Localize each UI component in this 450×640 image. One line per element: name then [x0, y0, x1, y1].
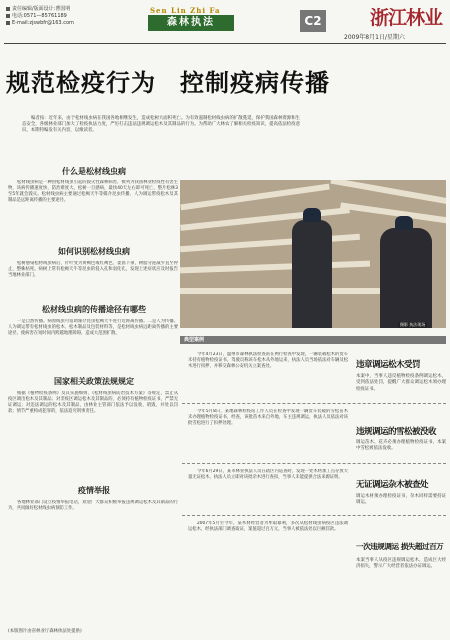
case-body: 今年5月8日，某地森林检疫站工作人员在检查中发现一辆货车装载的雪松苗木未办理植物检疫证书，经查，该批苗木来自外地，车主违规调运，执法人员依法对该批雪松进行了扣押处理。 [188, 409, 348, 427]
case-title: 违规调运的雪松被没收 [356, 427, 437, 437]
case-note: 本案中，当事人违反植物检疫条例调运松木，受到依法处罚，提醒广大群众调运松木须办理检疫证书。 [356, 374, 446, 392]
page-header [0, 0, 450, 44]
case-divider [182, 463, 446, 464]
case-body: 今年6月29日，某市林业执法人员在辖区内巡查时，发现一处木材加工点存放大量无证松木，执法人员立即对该批杂木进行查扣，当事人未能提供合法来源证明。 [188, 469, 348, 481]
case-body: 今年4月23日，温州市森林执法检查站在例行检查中发现，一辆装载松木的货车未持有植物检疫证书，驾驶员称该车松木从外地运来，执法人员当场依法对车辆及松木进行扣押，并移交森林公安机关立案查处。 [188, 352, 348, 370]
section-body: 松材线虫病是一种由松材线虫引起的毁灭性森林病害，被列为我国林业检疫性有害生物，该病传播速度快、防治难度大，松树一旦感病，最快40天左右即可死亡，整片松林3至5年就会毁灭。松材线虫病主要通过松褐天牛等媒介昆虫传播，人为调运带疫松木及其制品是远距离传播的主要途径。 [8, 180, 178, 204]
headline-part1: 规范检疫行为 [6, 69, 156, 97]
inspection-photo [180, 180, 446, 328]
case-note: 调运木材须办理检疫证书，杂木同样需要持证调运。 [356, 494, 446, 506]
photo-credit: 摄影 执法现场 [400, 322, 426, 327]
case-note: 调运苗木、花卉必须办理植物检疫证书，本案中雪松被依法没收。 [356, 440, 446, 452]
case-divider [182, 515, 446, 516]
email-line: E-mail:zjswbfr@163.com [12, 20, 74, 26]
case-title: 违章调运松木受罚 [356, 360, 421, 370]
editor-note: 编者按：近年来，由于松材线虫病在我国各地相继发生，造成松树大面积死亡。为有效遏制松材线虫病的扩散蔓延，保护我国森林资源和生态安全，各级林业部门加大了检疫执法力度，严厉打击违法违规调运松木及其制品的行为。为帮助广大林农了解相关检疫知识，提高依法检疫意识，本期特编发有关内容，以飨读者。 [22, 116, 300, 134]
case-divider [182, 403, 446, 404]
cases-bar [180, 336, 446, 344]
email-icon [6, 21, 10, 25]
header-rule [4, 43, 446, 44]
info-icon [6, 7, 10, 11]
section-body: 各地林业部门设立疫情举报电话，欢迎广大群众积极举报违规调运松木及其制品的行为，共同做好松材线虫病预防工作。 [8, 500, 178, 512]
section-title: 国家相关政策法规规定 [54, 377, 134, 386]
case-body: 2007年5月至今年，某木材经营者为牟取暴利，多次从松材线虫病疫区违法调运松木，经执法部门调查取证，案值超过百万元，当事人被依法处以巨额罚款。 [188, 521, 348, 533]
phone-line: 电话:0571—85761189 [12, 13, 67, 19]
section-body: 一是自然传播。病原线虫可借助媒介昆虫松褐天牛进行近距离传播。二是人为传播。人为调运带有松材线虫的松木、松木制品及包装材料等，是松材线虫病远距离传播的主要途径，使病害在短时间内跨越地理障碍，造成大范围扩散。 [8, 319, 178, 337]
officer-figure [380, 228, 432, 328]
section-title: 如何识别松材线虫病 [58, 247, 130, 256]
case-title: 无证调运杂木被查处 [356, 480, 429, 490]
section-title: 松材线虫病的传播途径有哪些 [42, 305, 146, 314]
page-code: C2 [300, 10, 326, 32]
page-headline [6, 63, 330, 98]
column-name: 森林执法 [148, 15, 234, 31]
section-kicker: Sen Lin Zhi Fa [150, 6, 221, 15]
editor-line: 责任编辑/版面设计:曹国明 [12, 6, 71, 12]
officer-figure [292, 220, 332, 328]
cases-bar-label: 典型案例 [184, 337, 205, 343]
case-note: 本案当事人从疫区违规调运松木，造成巨大经济损失，警示广大经营者依法办证调运。 [356, 558, 446, 570]
photo-caption: (本版图片由省林业厅森林执法处提供) [8, 629, 82, 634]
headline-part2: 控制疫病传播 [180, 69, 330, 97]
section-body: 根据《植物检疫条例》及其实施细则、《松材线虫病防治技术方案》等规定，禁止从疫区调出松木及其制品；对非疫区调运松木及其制品的，必须持有植物检疫证书，严禁无证调运；对违法调运的松木及其制品，由林业主管部门依法予以没收、销毁，并处以罚款；情节严重构成犯罪的，依法追究刑事责任。 [8, 391, 178, 415]
section-title: 什么是松材线虫病 [62, 167, 126, 176]
editor-contact [6, 6, 74, 27]
newspaper-masthead: 浙江林业 [370, 7, 443, 29]
issue-date: 2009年8月1日/星期六 [344, 34, 405, 41]
section-title: 疫情举报 [78, 486, 110, 495]
section-body: 松树感染松材线虫病后，针叶变为黄褐色或红褐色，萎蔫下垂，树脂分泌减少直至停止，整株枯死。病树上常有松褐天牛等昆虫的侵入孔和羽化孔，发现上述症状应及时报告当地林业部门。 [8, 261, 178, 279]
phone-icon [6, 14, 10, 18]
case-title: 一次违规调运 损失超过百万 [356, 542, 444, 551]
